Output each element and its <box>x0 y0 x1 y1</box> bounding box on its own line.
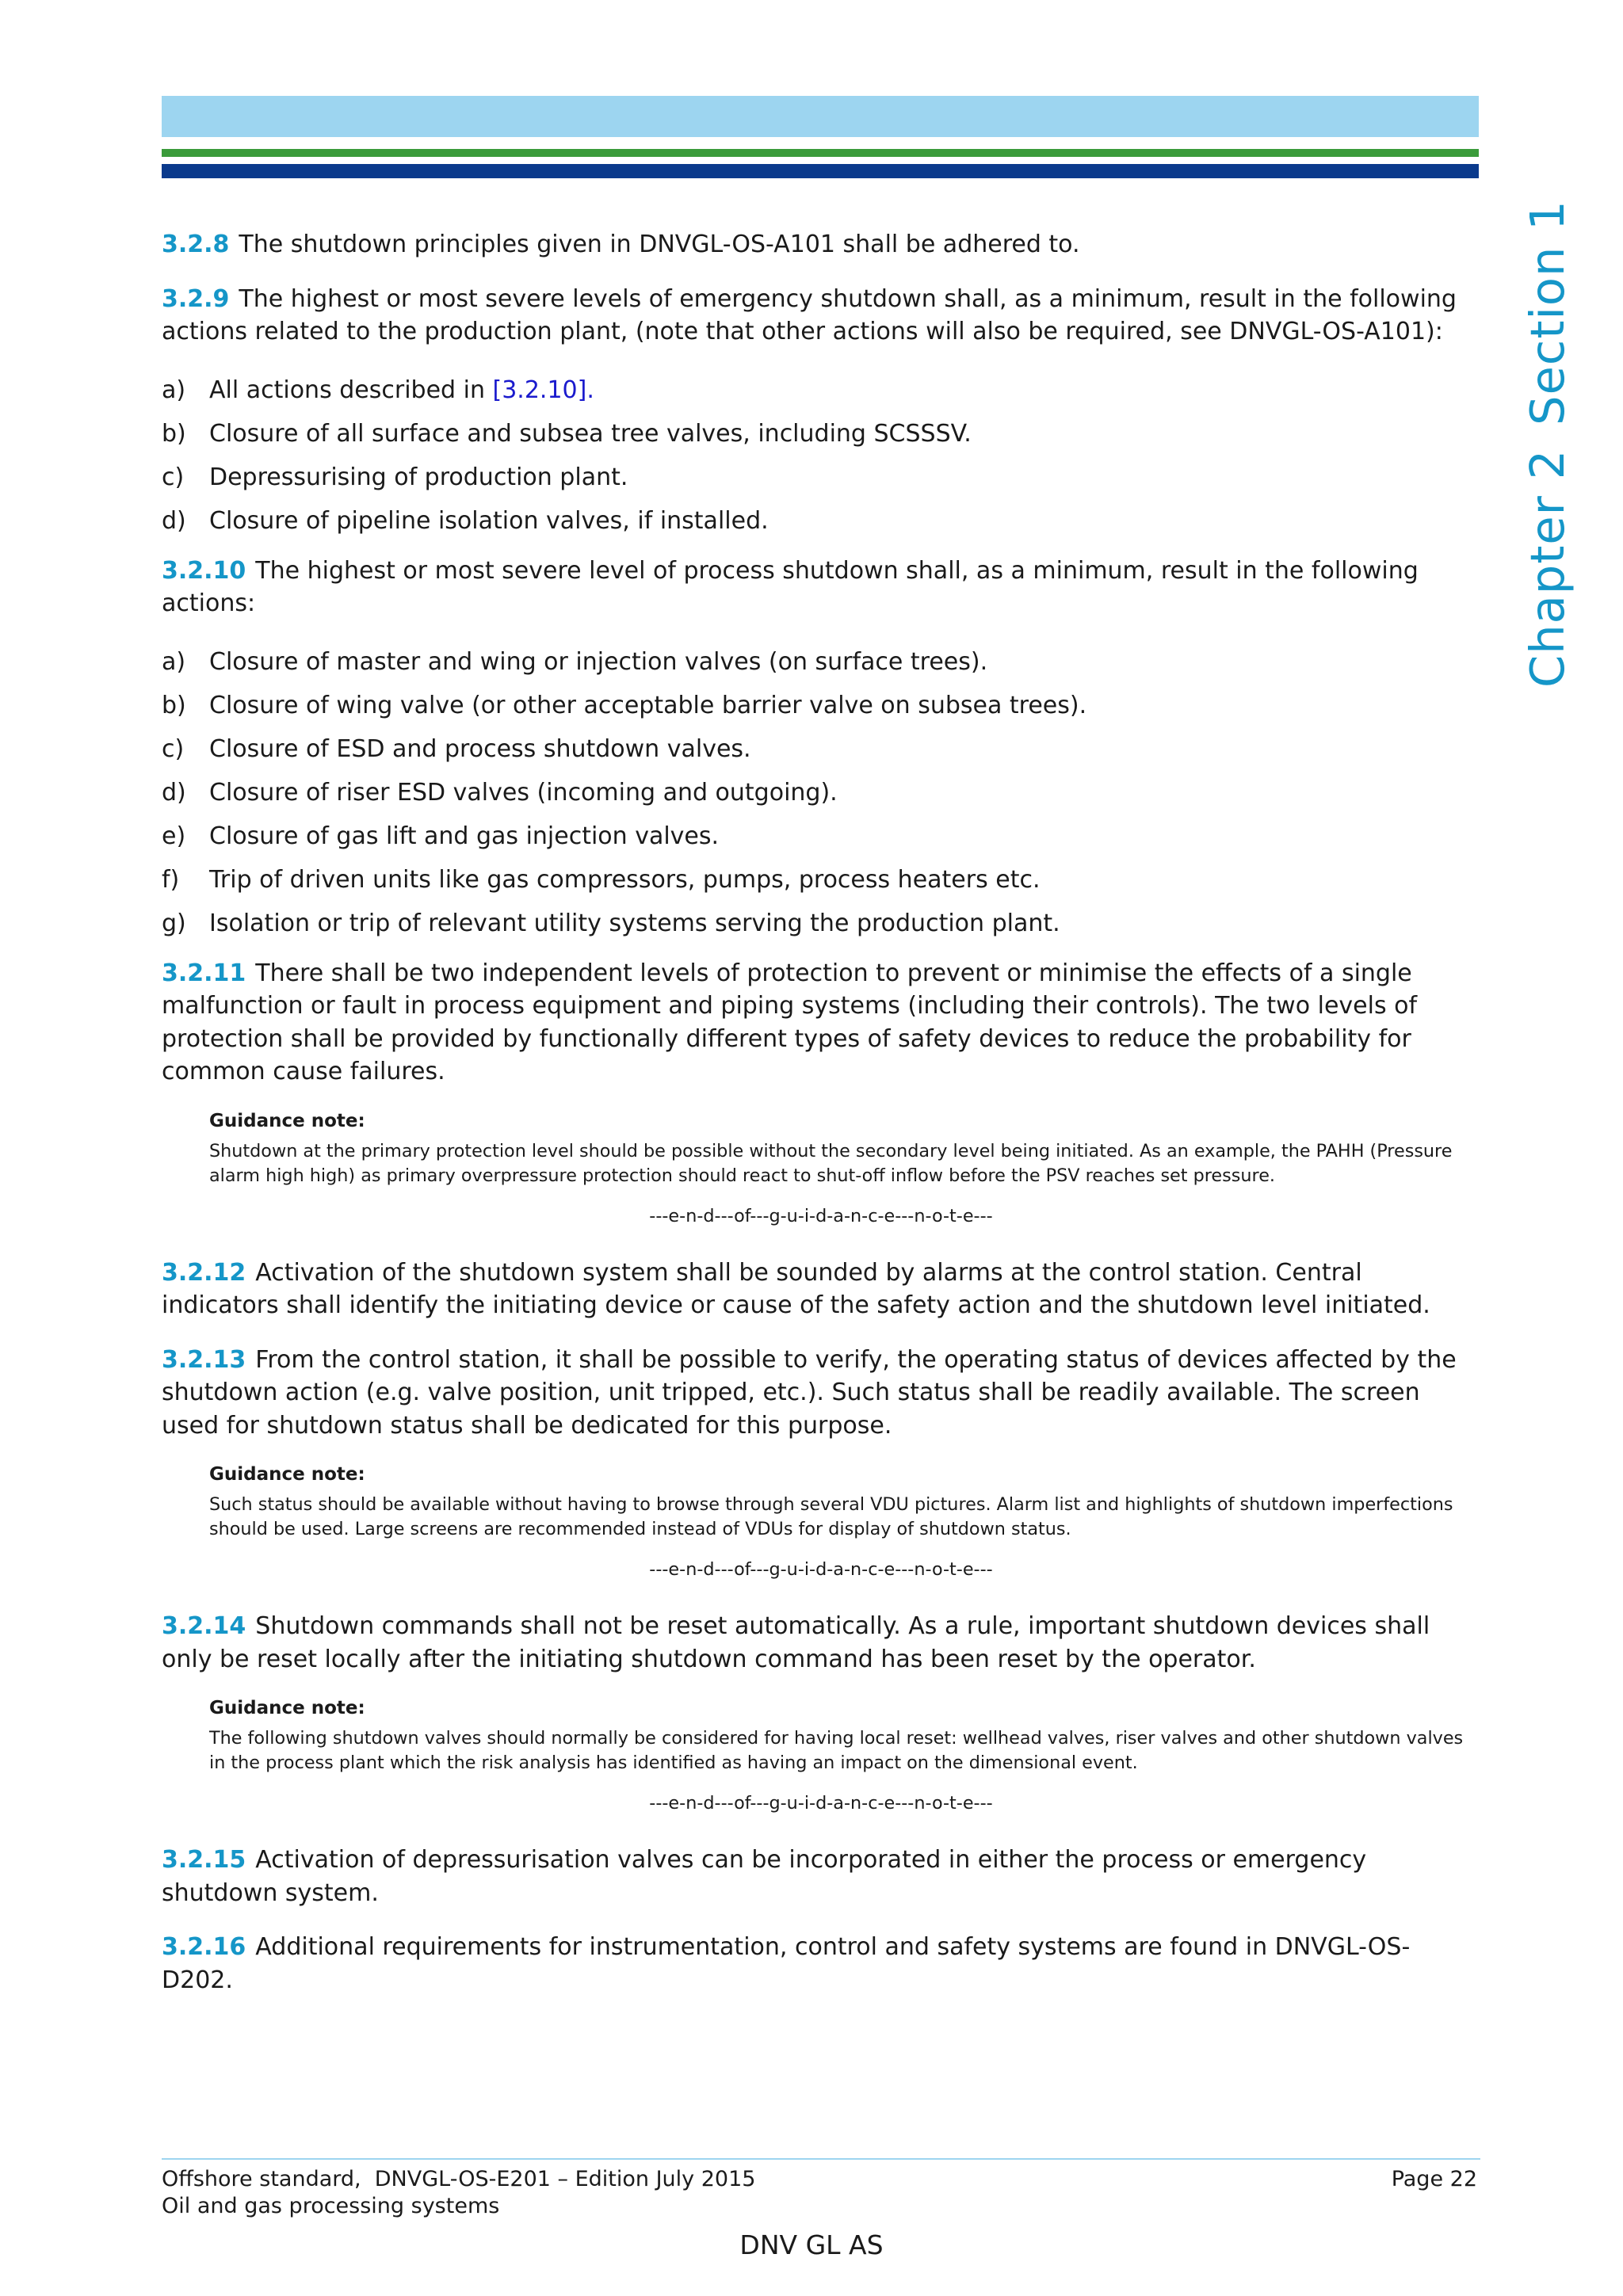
list-item-text: Closure of gas lift and gas injection valves. <box>209 822 720 850</box>
list-marker: a) <box>162 647 186 676</box>
clause-3-2-8 <box>162 228 1480 261</box>
clause-text: There shall be two independent levels of protection to prevent or minimise the effects of a single malfunction or fault in process equipment and piping systems (including their controls). The two levels of protection shall be provided by functionally different types of safety devices to reduce the probability for common cause failures. <box>162 959 1418 1085</box>
guidance-note <box>209 1696 1480 1815</box>
guidance-end-marker: ---e-n-d---of---g-u-i-d-a-n-c-e---n-o-t-e--- <box>649 1205 993 1226</box>
list-item-text: Depressurising of production plant. <box>209 463 628 491</box>
clause-text: Additional requirements for instrumentation, control and safety systems are found in DNVGL-OS-D202. <box>162 1933 1411 1994</box>
clause-3-2-15 <box>162 1844 1480 1909</box>
footer-standard-title: Offshore standard, DNVGL-OS-E201 – Edition July 2015 <box>162 2167 756 2191</box>
list-marker: b) <box>162 419 186 448</box>
clause-text: From the control station, it shall be possible to verify, the operating status of devices affected by the shutdown action (e.g. valve position, unit tripped, etc.). Such status shall be readily available. The screen used for shutdown status shall be dedicated for this purpose. <box>162 1345 1457 1440</box>
clause-text: Activation of depressurisation valves can be incorporated in either the process or emergency shutdown system. <box>162 1846 1367 1907</box>
footer-document-info <box>162 2166 755 2220</box>
footer-organization: DNV GL AS <box>739 2229 884 2260</box>
clause-3-2-12 <box>162 1257 1480 1322</box>
list-item <box>162 864 1480 897</box>
list-marker: c) <box>162 734 185 763</box>
guidance-note <box>209 1463 1480 1581</box>
list-marker: d) <box>162 506 186 535</box>
list-item <box>162 733 1480 766</box>
list-item <box>162 505 1480 538</box>
list-marker: f) <box>162 865 180 894</box>
clause-text: The shutdown principles given in DNVGL-OS-A101 shall be adhered to. <box>239 231 1080 258</box>
header-bar-green <box>162 149 1479 157</box>
chapter-section-label <box>1520 200 1575 688</box>
clause-number: 3.2.15 <box>162 1846 246 1874</box>
footer-subject: Oil and gas processing systems <box>162 2194 500 2218</box>
clause-number: 3.2.14 <box>162 1612 246 1640</box>
page-number: Page 22 <box>1391 2167 1477 2191</box>
list-item-text: Closure of all surface and subsea tree valves, including SCSSSV. <box>209 419 972 448</box>
clause-number: 3.2.9 <box>162 284 230 313</box>
list-item-text: Closure of wing valve (or other acceptable barrier valve on subsea trees). <box>209 691 1087 719</box>
clause-3-2-10-list <box>162 646 1480 940</box>
clause-text: The highest or most severe levels of emergency shutdown shall, as a minimum, result in the following actions related to the production plant, (note that other actions will also be required, see DNVGL-OS-A101): <box>162 284 1457 345</box>
list-item <box>162 820 1480 853</box>
guidance-text: Such status should be available without having to browse through several VDU pictures. Alarm list and highlights of shutdown imperfections should be used. Large screens are recommended instead of VDUs for display of shutdown status. <box>209 1494 1453 1539</box>
list-item-text: All actions described in <box>209 376 493 404</box>
clause-number: 3.2.11 <box>162 959 246 987</box>
guidance-text: Shutdown at the primary protection level should be possible without the secondary level being initiated. As an example, the PAHH (Pressure alarm high high) as primary overpressure protection should react to shut-off inflow before the PSV reaches set pressure. <box>209 1140 1453 1186</box>
guidance-text: The following shutdown valves should normally be considered for having local reset: wellhead valves, riser valves and other shutdown valves in the process plant which the risk analysis has identified as having an impact on the dimensional event. <box>209 1728 1464 1773</box>
footer-divider <box>162 2158 1480 2160</box>
chapter-label: Chapter 2 <box>1520 448 1575 688</box>
clause-3-2-9 <box>162 283 1480 349</box>
list-item <box>162 776 1480 810</box>
header-bar-navy <box>162 164 1479 178</box>
header-bar-light <box>162 96 1479 137</box>
document-body <box>162 228 1480 1997</box>
list-item-text: Closure of pipeline isolation valves, if installed. <box>209 506 769 535</box>
list-marker: e) <box>162 822 186 850</box>
list-marker: a) <box>162 376 186 404</box>
list-marker: b) <box>162 691 186 719</box>
list-item <box>162 374 1480 407</box>
list-item-text: Closure of riser ESD valves (incoming and outgoing). <box>209 778 838 807</box>
cross-reference-link[interactable]: [3.2.10] <box>492 376 587 404</box>
clause-number: 3.2.16 <box>162 1933 246 1961</box>
clause-3-2-13 <box>162 1344 1480 1443</box>
clause-number: 3.2.12 <box>162 1258 246 1287</box>
list-marker: c) <box>162 463 185 491</box>
list-marker: g) <box>162 909 186 937</box>
list-item <box>162 646 1480 679</box>
list-item <box>162 689 1480 723</box>
list-item-text: Closure of master and wing or injection valves (on surface trees). <box>209 647 988 676</box>
list-item-tail: . <box>586 376 594 404</box>
list-item-text: Closure of ESD and process shutdown valves. <box>209 734 751 763</box>
section-label: Section 1 <box>1520 200 1575 425</box>
clause-3-2-9-list <box>162 374 1480 538</box>
guidance-title: Guidance note: <box>209 1110 365 1131</box>
clause-text: Shutdown commands shall not be reset automatically. As a rule, important shutdown devices shall only be reset locally after the initiating shutdown command has been reset by the operator. <box>162 1612 1430 1673</box>
list-marker: d) <box>162 778 186 807</box>
clause-text: Activation of the shutdown system shall be sounded by alarms at the control station. Central indicators shall identify the initiating device or cause of the safety action and the shutdown level initiated. <box>162 1258 1430 1319</box>
clause-number: 3.2.13 <box>162 1345 246 1374</box>
guidance-title: Guidance note: <box>209 1464 365 1485</box>
guidance-end-marker: ---e-n-d---of---g-u-i-d-a-n-c-e---n-o-t-e--- <box>649 1559 993 1580</box>
clause-number: 3.2.8 <box>162 231 230 258</box>
list-item <box>162 461 1480 494</box>
guidance-title: Guidance note: <box>209 1698 365 1718</box>
clause-3-2-10 <box>162 555 1480 620</box>
list-item-text: Trip of driven units like gas compressors, pumps, process heaters etc. <box>209 865 1041 894</box>
list-item-text: Isolation or trip of relevant utility systems serving the production plant. <box>209 909 1060 937</box>
list-item <box>162 907 1480 940</box>
guidance-note <box>209 1109 1480 1228</box>
clause-3-2-14 <box>162 1610 1480 1676</box>
list-item <box>162 418 1480 451</box>
clause-text: The highest or most severe level of process shutdown shall, as a minimum, result in the following actions: <box>162 556 1419 617</box>
guidance-end-marker: ---e-n-d---of---g-u-i-d-a-n-c-e---n-o-t-e--- <box>649 1793 993 1814</box>
clause-number: 3.2.10 <box>162 556 246 585</box>
clause-3-2-16 <box>162 1931 1480 1997</box>
clause-3-2-11 <box>162 957 1480 1089</box>
